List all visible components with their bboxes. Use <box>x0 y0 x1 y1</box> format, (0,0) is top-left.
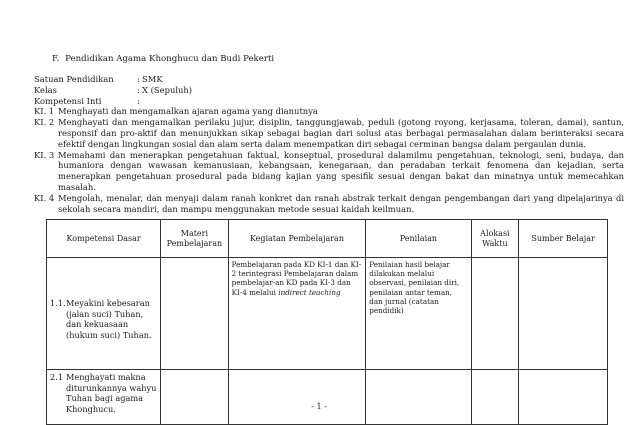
table-header-row <box>47 220 608 258</box>
kd-number: 2.1 <box>50 372 64 382</box>
penilaian-cell <box>366 370 471 425</box>
ki-number: KI. 3 <box>34 149 55 160</box>
kegiatan-cell <box>228 258 366 370</box>
info-row-kelas: Kelas : X (Sepuluh) <box>34 84 193 95</box>
info-label: Satuan Pendidikan <box>34 74 114 84</box>
kegiatan-italic: indirect teaching <box>278 287 341 297</box>
info-value: SMK <box>142 74 163 84</box>
ki-item <box>34 193 624 215</box>
page-number: - 1 - <box>311 402 327 411</box>
table-row <box>47 370 608 425</box>
info-block <box>34 74 624 214</box>
alokasi-cell <box>471 258 519 370</box>
ki-text: Menghayati dan mengamalkan perilaku jujur, disiplin, tanggungjawab, peduli (gotong royong, kerjasama, toleran, damai), santun, responsif dan pro-aktif dan menunjukkan sikap sebagai bagian dari solusi atas berbagai permasalahan dalam berinteraksi secara efektif dengan lingkungan sosial dan alam serta dalam menempatkan diri sebagai cerminan bangsa dalam pergaulan dunia. <box>58 117 624 149</box>
ki-text: Memahami dan menerapkan pengetahuan faktual, konseptual, prosedural dalamilmu pengetahuan, teknologi, seni, budaya, dan humaniora dengan wawasan kemanusiaan, kebangsaan, kenegaraan, dan peradaban terkait fenomena dan kejadian, serta menerapkan pengetahuan prosedural pada bidang kajian yang spesifik sesuai dengan bakat dan minatnya untuk memecahkan masalah. <box>58 149 624 192</box>
header-kompetensi-dasar: Kompetensi Dasar <box>47 220 161 258</box>
info-label: Kelas <box>34 84 57 95</box>
info-row-kompetensi-inti: Kompetensi Inti : <box>34 95 140 106</box>
kegiatan-text: Pembelajaran pada KD KI-1 dan KI-2 terintegrasi Pembelajaran dalam pembelajar-an KD pada KI-3 dan KI-4 melalui <box>231 260 362 297</box>
section-heading <box>52 54 274 64</box>
ki-list <box>34 106 624 214</box>
kd-text: Meyakini kebesaran (jalan suci) Tuhan, dan kekuasaan (hukum suci) Tuhan. <box>66 298 152 340</box>
info-label: Kompetensi Inti <box>34 95 102 106</box>
header-alokasi: Alokasi Waktu <box>471 220 519 258</box>
ki-text: Mengolah, menalar, dan menyaji dalam ranah konkret dan ranah abstrak terkait dengan pengembangan dari yang dipelajarinya di sekolah secara mandiri, dan mampu menggunakan metode sesuai kaidah keilmuan. <box>58 192 624 214</box>
sumber-cell <box>519 370 608 425</box>
kd-number: 1.1. <box>50 298 66 308</box>
penilaian-cell <box>366 258 471 370</box>
kd-text: Menghayati makna diturunkannya wahyu Tuhan bagi agama Khonghucu. <box>66 372 157 414</box>
ki-number: KI. 2 <box>34 117 55 128</box>
materi-cell <box>161 258 228 370</box>
kd-cell <box>47 370 161 425</box>
table-row <box>47 258 608 370</box>
ki-number: KI. 1 <box>34 106 55 117</box>
syllabus-table <box>46 219 608 425</box>
info-value: X (Sepuluh) <box>142 84 193 95</box>
header-sumber: Sumber Belajar <box>519 220 608 258</box>
sumber-cell <box>519 258 608 370</box>
ki-item <box>34 150 624 193</box>
kd-cell <box>47 258 161 370</box>
ki-text: Menghayati dan mengamalkan ajaran agama yang dianutnya <box>58 106 318 117</box>
penilaian-text: Penilaian hasil belajar dilakukan melalui observasi, penilaian diri, penilaian antar teman, dan jurnal (catatan pendidik) <box>369 260 460 316</box>
info-row-satuan: Satuan Pendidikan : SMK <box>34 74 163 84</box>
header-materi: Materi Pembelajaran <box>161 220 228 258</box>
ki-item <box>34 106 624 117</box>
header-kegiatan: Kegiatan Pembelajaran <box>228 220 366 258</box>
kegiatan-cell <box>228 370 366 425</box>
alokasi-cell <box>471 370 519 425</box>
ki-number: KI. 4 <box>34 192 55 203</box>
header-penilaian: Penilaian <box>366 220 471 258</box>
section-title: Pendidikan Agama Khonghucu dan Budi Pekerti <box>65 54 275 64</box>
ki-item <box>34 117 624 149</box>
materi-cell <box>161 370 228 425</box>
section-letter: F. <box>52 54 60 64</box>
